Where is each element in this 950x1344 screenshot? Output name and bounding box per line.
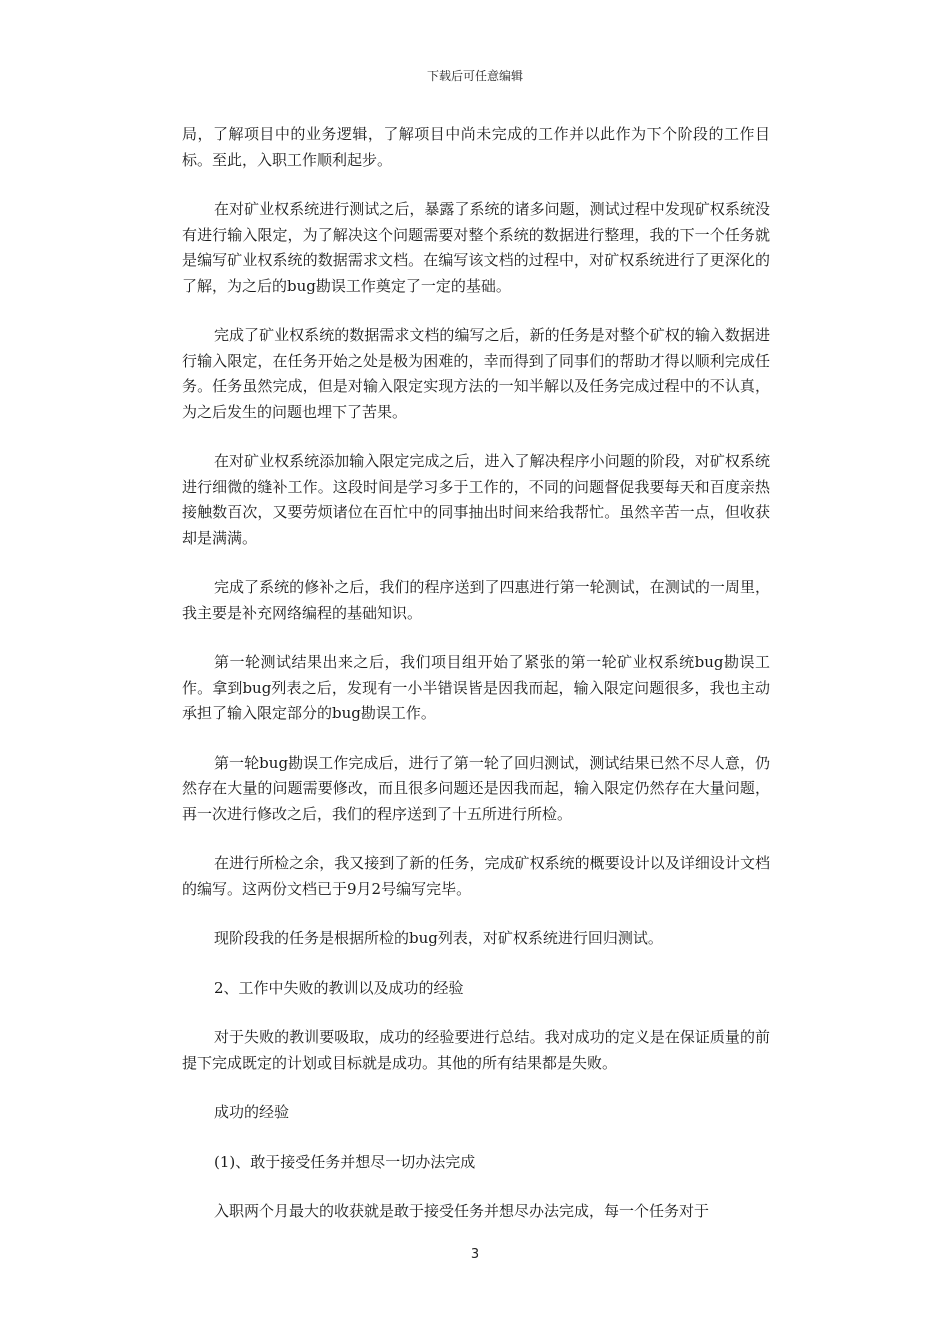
paragraph-biggest-gain: 入职两个月最大的收获就是敢于接受任务并想尽办法完成，每一个任务对于 [214,1202,710,1220]
paragraph-success-definition: 对于失败的教训要吸取，成功的经验要进行总结。我对成功的定义是在保证质量的前提下完成既定的计划或目标就是成功。其他的所有结果都是失败。 [182,1028,770,1072]
document-body [182,122,770,1225]
section-heading-lessons: 2、工作中失败的教训以及成功的经验 [214,978,464,997]
paragraph-continuation: 局，了解项目中的业务逻辑，了解项目中尚未完成的工作并以此作为下个阶段的工作目标。至此，入职工作顺利起步。 [182,125,770,169]
subheading-success-experience: 成功的经验 [214,1103,290,1121]
list-item-accept-tasks: (1)、敢于接受任务并想尽一切办法完成 [214,1152,476,1171]
page-number: 3 [470,1247,480,1262]
paragraph-fixes: 在对矿业权系统添加输入限定完成之后，进入了解决程序小问题的阶段，对矿权系统进行细微的缝补工作。这段时间是学习多于工作的，不同的问题督促我要每天和百度亲热接触数百次，又要劳烦诸位在百忙中的同事抽出时间来给我帮忙。虽然辛苦一点，但收获却是满满。 [182,452,770,547]
paragraph-design-docs: 在进行所检之余，我又接到了新的任务，完成矿权系统的概要设计以及详细设计文档的编写。这两份文档已于9月2号编写完毕。 [182,854,770,898]
paragraph-regression: 第一轮bug勘误工作完成后，进行了第一轮了回归测试，测试结果已然不尽人意，仍然存在大量的问题需要修改，而且很多问题还是因我而起，输入限定仍然存在大量问题，再一次进行修改之后，我们的程序送到了十五所进行所检。 [182,753,770,823]
paragraph-input-limits: 完成了矿业权系统的数据需求文档的编写之后，新的任务是对整个矿权的输入数据进行输入限定，在任务开始之处是极为困难的，幸而得到了同事们的帮助才得以顺利完成任务。任务虽然完成，但是对输入限定实现方法的一知半解以及任务完成过程中的不认真，为之后发生的问题也埋下了苦果。 [182,326,770,421]
page-header: 下载后可任意编辑 [426,69,523,83]
paragraph-current-task: 现阶段我的任务是根据所检的bug列表，对矿权系统进行回归测试。 [214,929,663,947]
paragraph-bug-fixing: 第一轮测试结果出来之后，我们项目组开始了紧张的第一轮矿业权系统bug勘误工作。拿到bug列表之后，发现有一小半错误皆是因我而起，输入限定问题很多，我也主动承担了输入限定部分的bug勘误工作。 [182,653,770,722]
paragraph-first-test: 完成了系统的修补之后，我们的程序送到了四惠进行第一轮测试，在测试的一周里，我主要是补充网络编程的基础知识。 [182,578,770,622]
paragraph-testing: 在对矿业权系统进行测试之后，暴露了系统的诸多问题，测试过程中发现矿权系统没有进行输入限定，为了解决这个问题需要对整个系统的数据进行整理，我的下一个任务就是编写矿业权系统的数据需求文档。在编写该文档的过程中，对矿权系统进行了更深化的了解，为之后的bug勘误工作奠定了一定的基础。 [182,200,770,295]
